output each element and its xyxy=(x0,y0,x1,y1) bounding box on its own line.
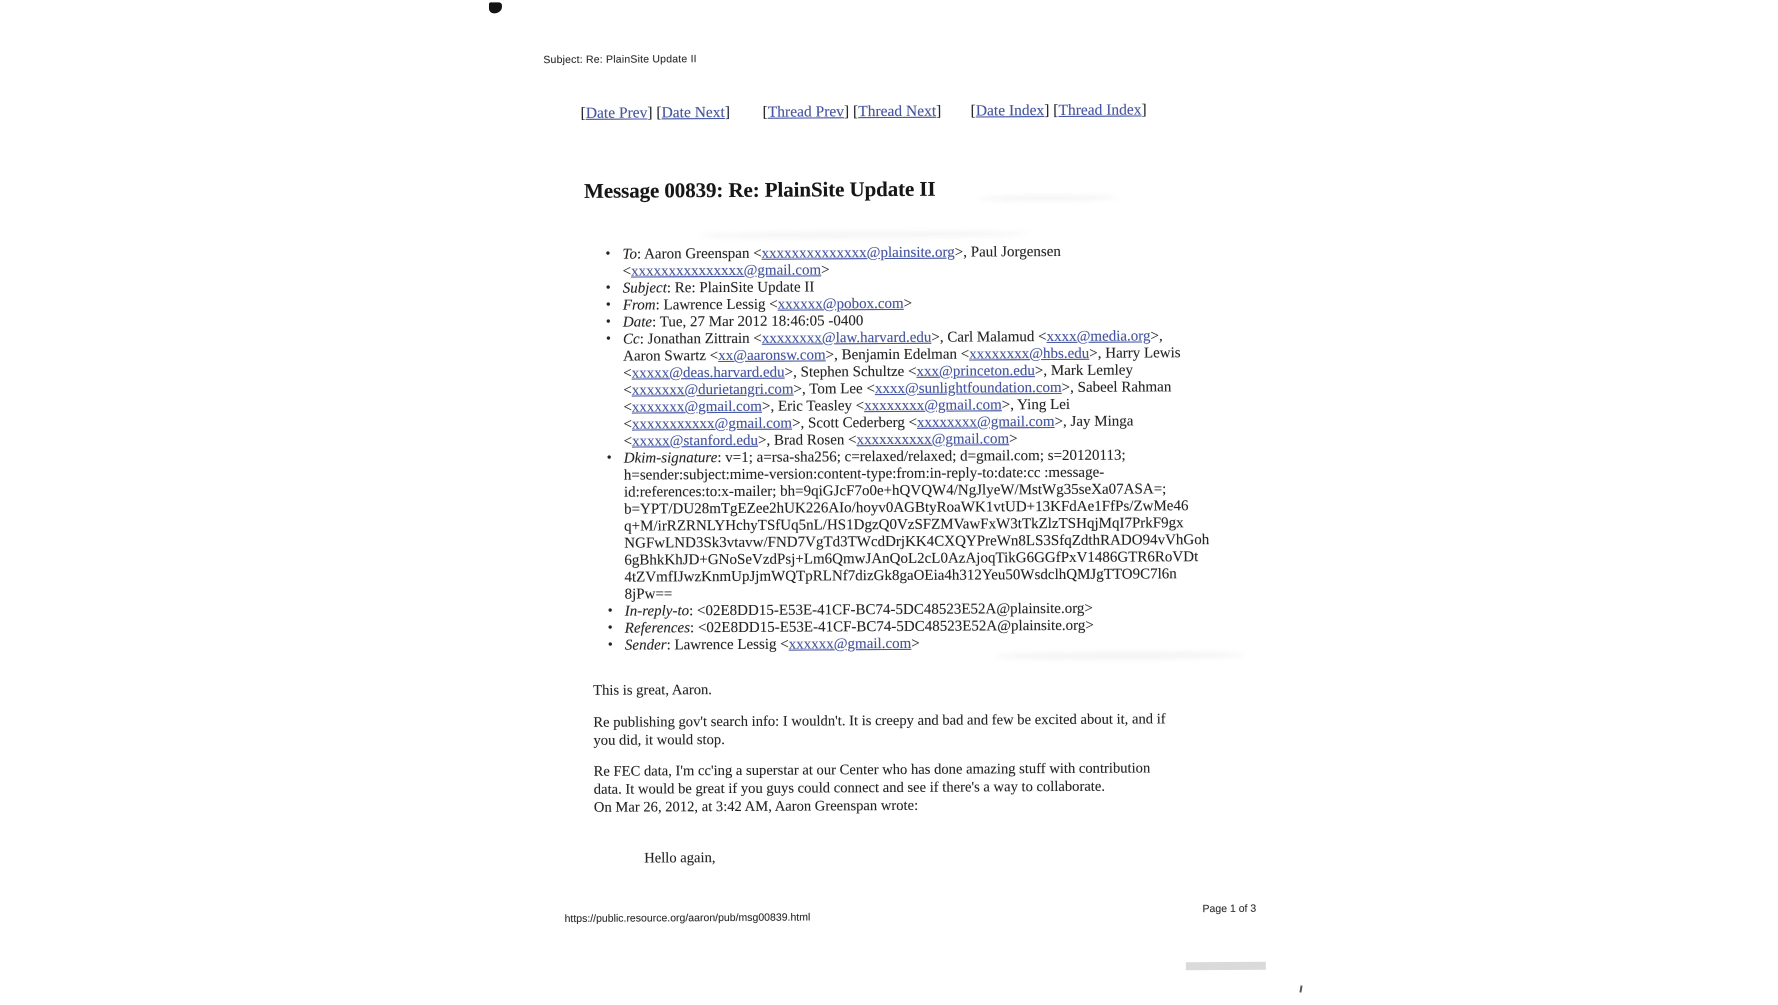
body-paragraph-1: Re publishing gov't search info: I wouldn't. It is creepy and bad and few be excited about it, and if you did, it would stop. xyxy=(593,711,1166,749)
header-text: q+M/irRZRNLYHchyTSfUq5nL/HS1DgzQ0VzSFZMVawFxW3tTkZlzTSHqjMqI7PrkF9gx xyxy=(624,515,1184,535)
email-link[interactable]: xxxxxxx@gmail.com xyxy=(631,398,763,416)
header-text: >, Scott Cederberg < xyxy=(792,414,918,432)
header-label: Date xyxy=(622,314,653,331)
email-link[interactable]: xxx@princeton.edu xyxy=(916,363,1035,380)
print-header-subject: Subject: Re: PlainSite Update II xyxy=(543,53,697,67)
email-link[interactable]: xxxxxx@gmail.com xyxy=(788,635,912,653)
header-text: >, Ying Lei xyxy=(1001,396,1071,414)
header-text: 4tZVmfIJwzKnmUpJjmWQTpRLNf7dizGk8gaOEia4h312Yeu50WsdclhQMJgTTO9C7l6n xyxy=(624,566,1177,586)
header-text: > xyxy=(911,635,920,652)
nav-item-thread-index: [Thread Index] xyxy=(1053,101,1147,119)
bullet-icon: • xyxy=(607,637,613,653)
email-link[interactable]: xxxxxxxxxxx@gmail.com xyxy=(631,415,793,433)
header-item-to xyxy=(606,243,1286,281)
message-body xyxy=(593,679,1274,832)
header-text: < xyxy=(623,399,632,416)
header-label: Sender xyxy=(624,637,667,654)
nav-item-date-prev: [Date Prev] xyxy=(580,104,653,122)
header-text: > xyxy=(903,295,913,312)
header-text: 6gBhkKhJD+GNoSeVzdPsj+Lm6QmwJAnQoL2cL0AzAjoqTikG6GGfPxV1486GTR6RoVDt xyxy=(624,549,1199,569)
bullet-icon: • xyxy=(605,246,611,262)
header-text: >, Eric Teasley < xyxy=(761,398,865,415)
header-text: : Aaron Greenspan < xyxy=(636,245,762,263)
nav-item-date-index: [Date Index] xyxy=(970,102,1050,120)
email-link[interactable]: xxxx@sunlightfoundation.com xyxy=(874,379,1062,398)
body-paragraph-0: This is great, Aaron. xyxy=(593,682,712,699)
header-text: >, Mark Lemley xyxy=(1034,362,1133,380)
bullet-icon: • xyxy=(607,603,613,619)
header-label: Dkim-signature xyxy=(623,450,718,467)
header-text: >, xyxy=(1150,328,1163,345)
nav-item-thread-next: [Thread Next] xyxy=(852,102,942,121)
nav-item-thread-prev: [Thread Prev] xyxy=(762,103,850,121)
header-text: < xyxy=(623,365,632,382)
header-text: >, Stephen Schultze < xyxy=(784,363,917,381)
scan-artifact-smudge xyxy=(995,651,1245,661)
scan-artifact-smudge xyxy=(978,195,1118,202)
header-text: > xyxy=(821,262,830,279)
email-link[interactable]: xxxxxxxx@law.harvard.edu xyxy=(761,329,932,347)
scan-artifact-ink-mark xyxy=(489,2,502,13)
header-text: >, Harry Lewis xyxy=(1089,345,1181,362)
header-text: >, Paul Jorgensen xyxy=(954,243,1061,261)
page-title: Message 00839: Re: PlainSite Update II xyxy=(584,176,936,203)
header-text: >, Jay Minga xyxy=(1054,413,1134,430)
email-link[interactable]: xxxxx@deas.harvard.edu xyxy=(631,364,785,382)
header-label: From xyxy=(622,297,656,314)
header-text: id:references:to:x-mailer; bh=9qiGJcF7o0e+hQVQW4/NgJlyeW/MstWg35seXa07ASA=; xyxy=(623,481,1167,501)
header-text: >, Sabeel Rahman xyxy=(1061,379,1172,396)
header-label: To xyxy=(622,246,638,263)
nav-item-date-next: [Date Next] xyxy=(656,103,731,122)
scan-artifact-gray-bar xyxy=(1186,962,1266,970)
header-text: > xyxy=(1009,431,1018,448)
nav-link-thread-next[interactable]: Thread Next xyxy=(858,102,937,121)
email-link[interactable]: xx@aaronsw.com xyxy=(718,347,826,365)
nav-group-2 xyxy=(971,101,1147,120)
header-text: : Tue, 27 Mar 2012 18:46:05 -0400 xyxy=(652,313,864,331)
header-text: < xyxy=(623,433,633,450)
header-text: : Jonathan Zittrain < xyxy=(639,330,762,348)
bullet-icon: • xyxy=(605,280,611,296)
header-text: : <02E8DD15-E53E-41CF-BC74-5DC48523E52A@plainsite.org> xyxy=(689,600,1093,620)
header-text: < xyxy=(622,263,632,280)
header-text: Aaron Swartz < xyxy=(623,348,719,365)
header-text: NGFwLND3Sk3vtavw/FND7VgTd3TWcdDrjKK4CXQYPreWn8LS3SfqZdthRADO94vVhGoh xyxy=(624,532,1210,552)
footer-url: https://public.resource.org/aaron/pub/msg00839.html xyxy=(564,911,811,925)
header-text: >, Benjamin Edelman < xyxy=(825,346,970,364)
footer-page-number: Page 1 of 3 xyxy=(1202,902,1257,916)
header-text: 8jPw== xyxy=(624,586,673,603)
email-link[interactable]: xxxxxxxxxx@gmail.com xyxy=(856,431,1010,449)
nav-links xyxy=(581,101,1281,127)
header-text: : v=1; a=rsa-sha256; c=relaxed/relaxed; d=gmail.com; s=20120113; xyxy=(717,447,1126,467)
header-label: Cc xyxy=(622,331,640,348)
header-item-dkim-signature xyxy=(608,447,1289,604)
header-text: >, Brad Rosen < xyxy=(757,432,857,449)
header-label: Subject xyxy=(622,280,667,297)
nav-link-thread-index[interactable]: Thread Index xyxy=(1058,101,1142,119)
email-link[interactable]: xxxxxxx@durietangri.com xyxy=(631,381,794,399)
body-paragraph-2: Re FEC data, I'm cc'ing a superstar at our Center who has done amazing stuff with contribution data. It would be great if you guys could connect and see if there's a way to collaborate. On Mar 26, 2012, at 3:42 AM, Aaron Greenspan wrote: xyxy=(593,760,1151,816)
nav-group-0 xyxy=(581,104,730,123)
bullet-icon: • xyxy=(605,297,611,313)
email-link[interactable]: xxxx@media.org xyxy=(1046,328,1151,346)
header-text: >, Tom Lee < xyxy=(793,381,875,398)
header-text: : Lawrence Lessig < xyxy=(655,296,778,314)
email-link[interactable]: xxxxxxxx@gmail.com xyxy=(916,413,1055,431)
header-list xyxy=(606,243,1288,655)
nav-link-thread-prev[interactable]: Thread Prev xyxy=(767,103,845,121)
header-text: b=YPT/DU28mTgEZee2hUK226AIo/hoyv0AGBtyRoaWK1vtUD+13KFdAe1FfPs/ZwMe46 xyxy=(624,498,1189,518)
email-link[interactable]: xxxxxxxxxxxxxxx@gmail.com xyxy=(631,262,822,280)
nav-link-date-index[interactable]: Date Index xyxy=(975,102,1045,120)
header-text: : Lawrence Lessig < xyxy=(666,636,789,654)
header-text: h=sender:subject:mime-version:content-type:from:in-reply-to:date:cc :message- xyxy=(623,464,1105,484)
bullet-icon: • xyxy=(605,314,611,330)
email-link[interactable]: xxxxxxxx@hbs.edu xyxy=(969,345,1090,363)
scan-artifact-smudge xyxy=(698,230,1028,239)
header-item-cc xyxy=(607,328,1288,451)
scan-artifact-tick xyxy=(1299,985,1302,992)
header-label: References xyxy=(624,620,691,637)
email-link[interactable]: xxxxxxxx@gmail.com xyxy=(864,397,1002,415)
header-text: : <02E8DD15-E53E-41CF-BC74-5DC48523E52A@plainsite.org> xyxy=(689,617,1094,637)
quoted-text: Hello again, xyxy=(644,850,716,867)
nav-group-1 xyxy=(763,103,942,122)
bullet-icon: • xyxy=(607,620,613,636)
email-link[interactable]: xxxxxx@pobox.com xyxy=(777,295,904,313)
header-text: >, Carl Malamud < xyxy=(931,329,1047,346)
header-text: < xyxy=(623,416,633,433)
header-text: : Re: PlainSite Update II xyxy=(666,279,815,297)
bullet-icon: • xyxy=(605,331,611,347)
email-link[interactable]: xxxxxxxxxxxxxx@plainsite.org xyxy=(761,244,955,262)
nav-link-date-prev[interactable]: Date Prev xyxy=(585,104,648,122)
email-link[interactable]: xxxxx@stanford.edu xyxy=(632,432,759,450)
header-label: In-reply-to xyxy=(624,603,690,620)
nav-link-date-next[interactable]: Date Next xyxy=(661,103,725,122)
bullet-icon: • xyxy=(606,450,612,466)
header-text: < xyxy=(623,382,632,399)
